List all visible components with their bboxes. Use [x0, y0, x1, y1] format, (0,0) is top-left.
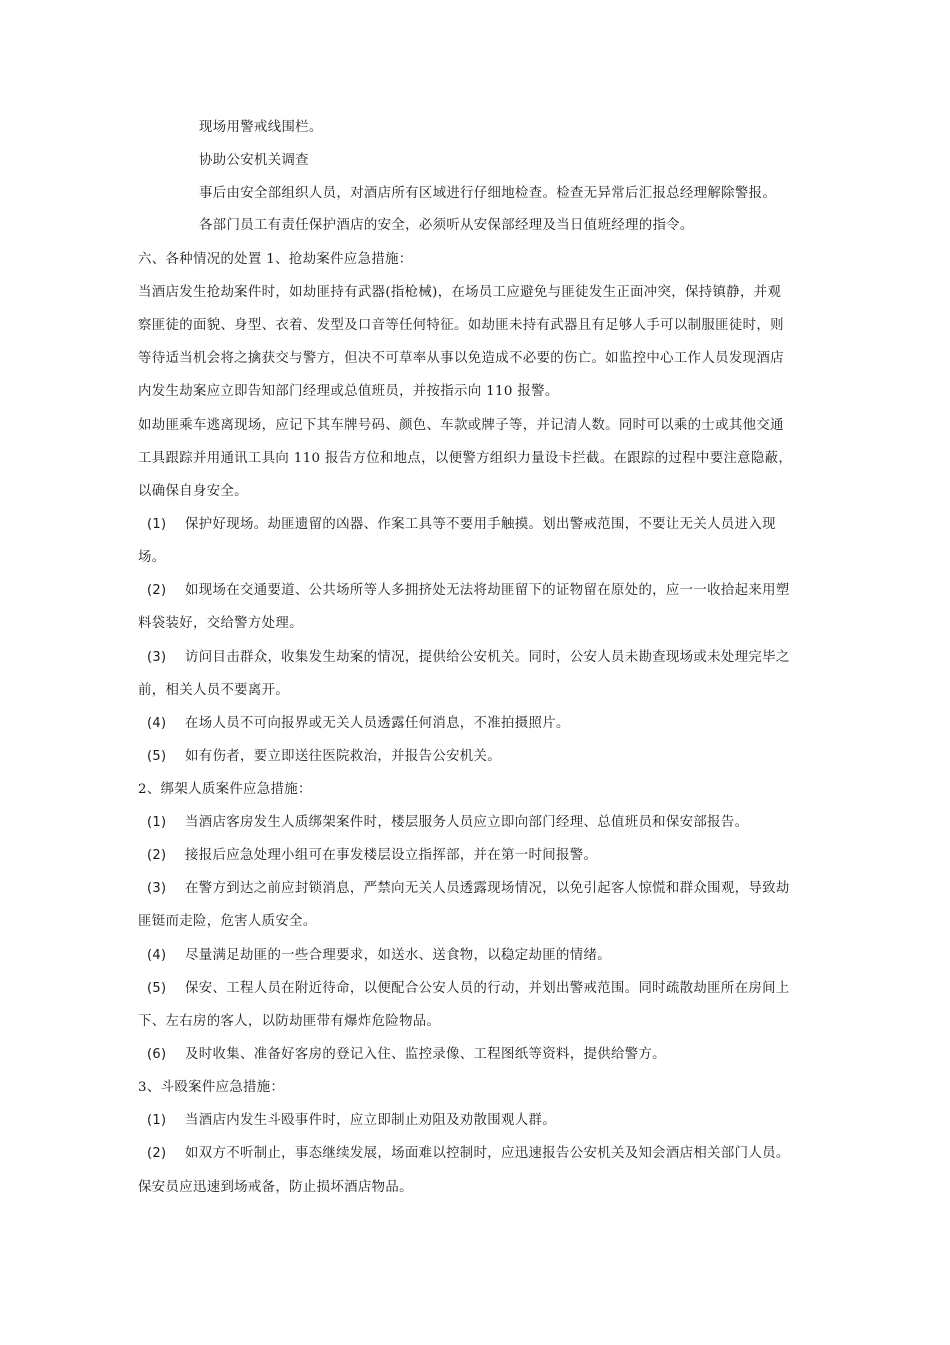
list-item — [138, 1111, 818, 1131]
list-item — [138, 1045, 818, 1065]
list-item — [138, 979, 818, 999]
list-item-number: (5) — [147, 981, 167, 996]
section-heading: 2、绑架人质案件应急措施： — [138, 782, 312, 797]
list-item-text: 当酒店客房发生人质绑架案件时，楼层服务人员应立即向部门经理、总值班员和保安部报告。 — [185, 815, 749, 830]
list-item-number: (1) — [147, 815, 167, 830]
list-item-number: (4) — [147, 716, 167, 731]
paragraph-line: 等待适当机会将之擒获交与警方，但决不可草率从事以免造成不必要的伤亡。如监控中心工作人员发现酒店 — [138, 351, 784, 366]
list-item-number: (3) — [147, 881, 167, 896]
paragraph-line: 保安员应迅速到场戒备，防止损坏酒店物品。 — [138, 1180, 413, 1195]
list-item-number: (4) — [147, 948, 167, 963]
paragraph-line: 察匪徒的面貌、身型、衣着、发型及口音等任何特征。如劫匪未持有武器且有足够人手可以制服匪徒时，则 — [138, 318, 784, 333]
paragraph-line: 现场用警戒线围栏。 — [199, 120, 323, 135]
paragraph-line: 工具跟踪并用通讯工具向 110 报告方位和地点，以便警方组织力量设卡拦截。在跟踪的过程中要注意隐蔽， — [138, 451, 793, 466]
list-item — [138, 581, 818, 601]
list-item-number: (3) — [147, 650, 167, 665]
list-item-text: 及时收集、准备好客房的登记入住、监控录像、工程图纸等资料，提供给警方。 — [185, 1047, 666, 1062]
section-heading: 六、各种情况的处置 1、抢劫案件应急措施： — [138, 252, 413, 267]
list-item-number: (2) — [147, 1146, 167, 1161]
list-item — [138, 747, 818, 767]
list-item-number: (2) — [147, 583, 167, 598]
list-item — [138, 1144, 818, 1164]
list-item-number: (5) — [147, 749, 167, 764]
list-item-text: 尽量满足劫匪的一些合理要求，如送水、送食物，以稳定劫匪的情绪。 — [185, 948, 611, 963]
paragraph-line: 以确保自身安全。 — [138, 484, 248, 499]
list-item — [138, 515, 818, 535]
list-item — [138, 813, 818, 833]
list-item-text: 如现场在交通要道、公共场所等人多拥挤处无法将劫匪留下的证物留在原处的，应一一收拾起来用塑 — [185, 583, 790, 598]
list-item — [138, 946, 818, 966]
paragraph-line: 内发生劫案应立即告知部门经理或总值班员，并按指示向 110 报警。 — [138, 384, 559, 399]
list-item-text: 保护好现场。劫匪遗留的凶器、作案工具等不要用手触摸。划出警戒范围，不要让无关人员进入现 — [185, 517, 776, 532]
list-item — [138, 846, 818, 866]
list-item-text: 在场人员不可向报界或无关人员透露任何消息，不准拍摄照片。 — [185, 716, 570, 731]
paragraph-line: 下、左右房的客人，以防劫匪带有爆炸危险物品。 — [138, 1014, 441, 1029]
paragraph-line: 当酒店发生抢劫案件时，如劫匪持有武器(指枪械)，在场员工应避免与匪徒发生正面冲突，保持镇静，并观 — [138, 285, 782, 300]
list-item-number: (2) — [147, 848, 167, 863]
list-item-text: 如双方不听制止，事态继续发展，场面难以控制时，应迅速报告公安机关及知会酒店相关部门人员。 — [185, 1146, 790, 1161]
list-item — [138, 648, 818, 668]
list-item-text: 保安、工程人员在附近待命，以便配合公安人员的行动，并划出警戒范围。同时疏散劫匪所在房间上 — [185, 981, 790, 996]
paragraph-line: 各部门员工有责任保护酒店的安全，必须听从安保部经理及当日值班经理的指令。 — [199, 218, 694, 233]
list-item-number: (6) — [147, 1047, 167, 1062]
list-item-text: 在警方到达之前应封锁消息，严禁向无关人员透露现场情况，以免引起客人惊慌和群众围观，导致劫 — [185, 881, 790, 896]
list-item-text: 如有伤者，要立即送往医院救治，并报告公安机关。 — [185, 749, 502, 764]
paragraph-line: 事后由安全部组织人员，对酒店所有区域进行仔细地检查。检查无异常后汇报总经理解除警报。 — [199, 186, 777, 201]
list-item-number: (1) — [147, 517, 167, 532]
list-item-number: (1) — [147, 1113, 167, 1128]
paragraph-line: 料袋装好，交给警方处理。 — [138, 616, 303, 631]
list-item — [138, 714, 818, 734]
section-heading: 3、斗殴案件应急措施： — [138, 1080, 285, 1095]
list-item — [138, 879, 818, 899]
paragraph-line: 前，相关人员不要离开。 — [138, 683, 290, 698]
list-item-text: 访问目击群众，收集发生劫案的情况，提供给公安机关。同时，公安人员未勘查现场或未处理完毕之 — [185, 650, 790, 665]
paragraph-line: 如劫匪乘车逃离现场，应记下其车牌号码、颜色、车款或牌子等，并记清人数。同时可以乘的士或其他交通 — [138, 418, 784, 433]
list-item-text: 当酒店内发生斗殴事件时，应立即制止劝阻及劝散围观人群。 — [185, 1113, 556, 1128]
paragraph-line: 协助公安机关调查 — [199, 153, 309, 168]
paragraph-line: 匪铤而走险，危害人质安全。 — [138, 914, 317, 929]
paragraph-line: 场。 — [138, 550, 166, 565]
list-item-text: 接报后应急处理小组可在事发楼层设立指挥部，并在第一时间报警。 — [185, 848, 598, 863]
